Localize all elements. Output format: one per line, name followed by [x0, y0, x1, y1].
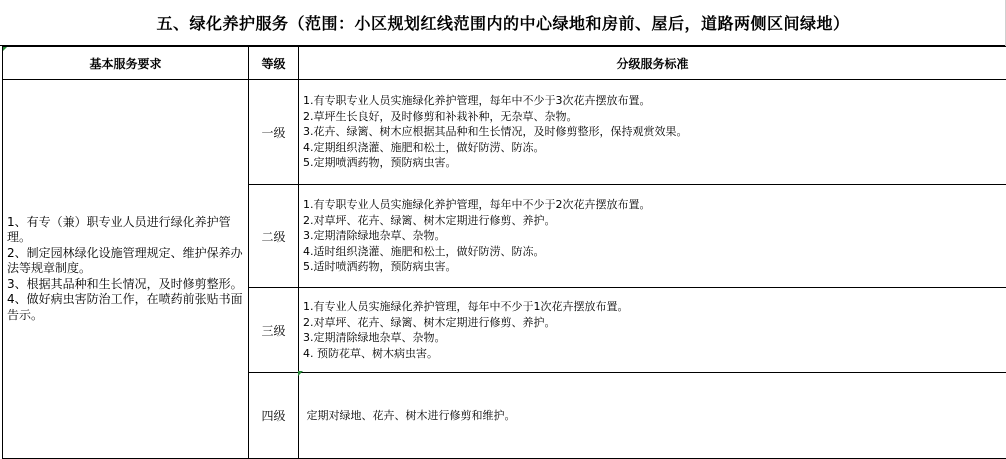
standard-item: 2.对草坪、花卉、绿篱、树木定期进行修剪、养护。 — [303, 213, 1002, 229]
standard-item: 3.花卉、绿篱、树木应根据其品种和生长情况，及时修剪整形，保持观赏效果。 — [303, 124, 1002, 140]
standard-item: 5.适时喷洒药物，预防病虫害。 — [303, 259, 1002, 275]
standard-cell-3[interactable] — [299, 288, 1006, 373]
standard-item: 定期对绿地、花卉、树木进行修剪和维护。 — [303, 408, 1002, 424]
standard-item: 2.对草坪、花卉、绿篱、树木定期进行修剪、养护。 — [303, 315, 1002, 331]
header-requirement[interactable]: 基本服务要求 — [3, 47, 249, 80]
standard-item: 5.定期喷洒药物，预防病虫害。 — [303, 155, 1002, 171]
standard-cell-2[interactable] — [299, 185, 1006, 288]
service-table — [2, 46, 1006, 459]
requirements-cell[interactable] — [3, 80, 249, 459]
requirement-item: 4、做好病虫害防治工作，在喷药前张贴书面告示。 — [7, 292, 244, 323]
header-standard[interactable]: 分级服务标准 — [299, 47, 1006, 80]
standard-item: 4.适时组织浇灌、施肥和松土，做好防涝、防冻。 — [303, 244, 1002, 260]
standard-cell-1[interactable] — [299, 80, 1006, 185]
standard-item: 4.定期组织浇灌、施肥和松土，做好防涝、防冻。 — [303, 140, 1002, 156]
requirement-item: 3、根据其品种和生长情况，及时修剪整形。 — [7, 277, 244, 293]
level-cell-1[interactable]: 一级 — [249, 80, 299, 185]
requirement-item: 1、有专（兼）职专业人员进行绿化养护管理。 — [7, 215, 244, 246]
standard-item: 4. 预防花草、树木病虫害。 — [303, 346, 1002, 362]
standard-item: 3.定期清除绿地杂草、杂物。 — [303, 330, 1002, 346]
header-level[interactable]: 等级 — [249, 47, 299, 80]
level-cell-3[interactable]: 三级 — [249, 288, 299, 373]
level-cell-2[interactable]: 二级 — [249, 185, 299, 288]
standard-item: 3.定期清除绿地杂草、杂物。 — [303, 228, 1002, 244]
standard-cell-4[interactable] — [299, 373, 1006, 459]
requirement-item: 2、制定园林绿化设施管理规定、维护保养办法等规章制度。 — [7, 246, 244, 277]
table-title: 五、绿化养护服务（范围：小区规划红线范围内的中心绿地和房前、屋后，道路两侧区间绿地） — [0, 0, 1006, 46]
level-cell-4[interactable]: 四级 — [249, 373, 299, 459]
cell-marker-icon — [298, 371, 303, 376]
standard-item: 1.有专职专业人员实施绿化养护管理，每年中不少于3次花卉摆放布置。 — [303, 93, 1002, 109]
standard-item: 1.有专职专业人员实施绿化养护管理，每年中不少于2次花卉摆放布置。 — [303, 197, 1002, 213]
standard-item: 1.有专业人员实施绿化养护管理，每年中不少于1次花卉摆放布置。 — [303, 299, 1002, 315]
standard-item: 2.草坪生长良好，及时修剪和补栽补种，无杂草、杂物。 — [303, 109, 1002, 125]
